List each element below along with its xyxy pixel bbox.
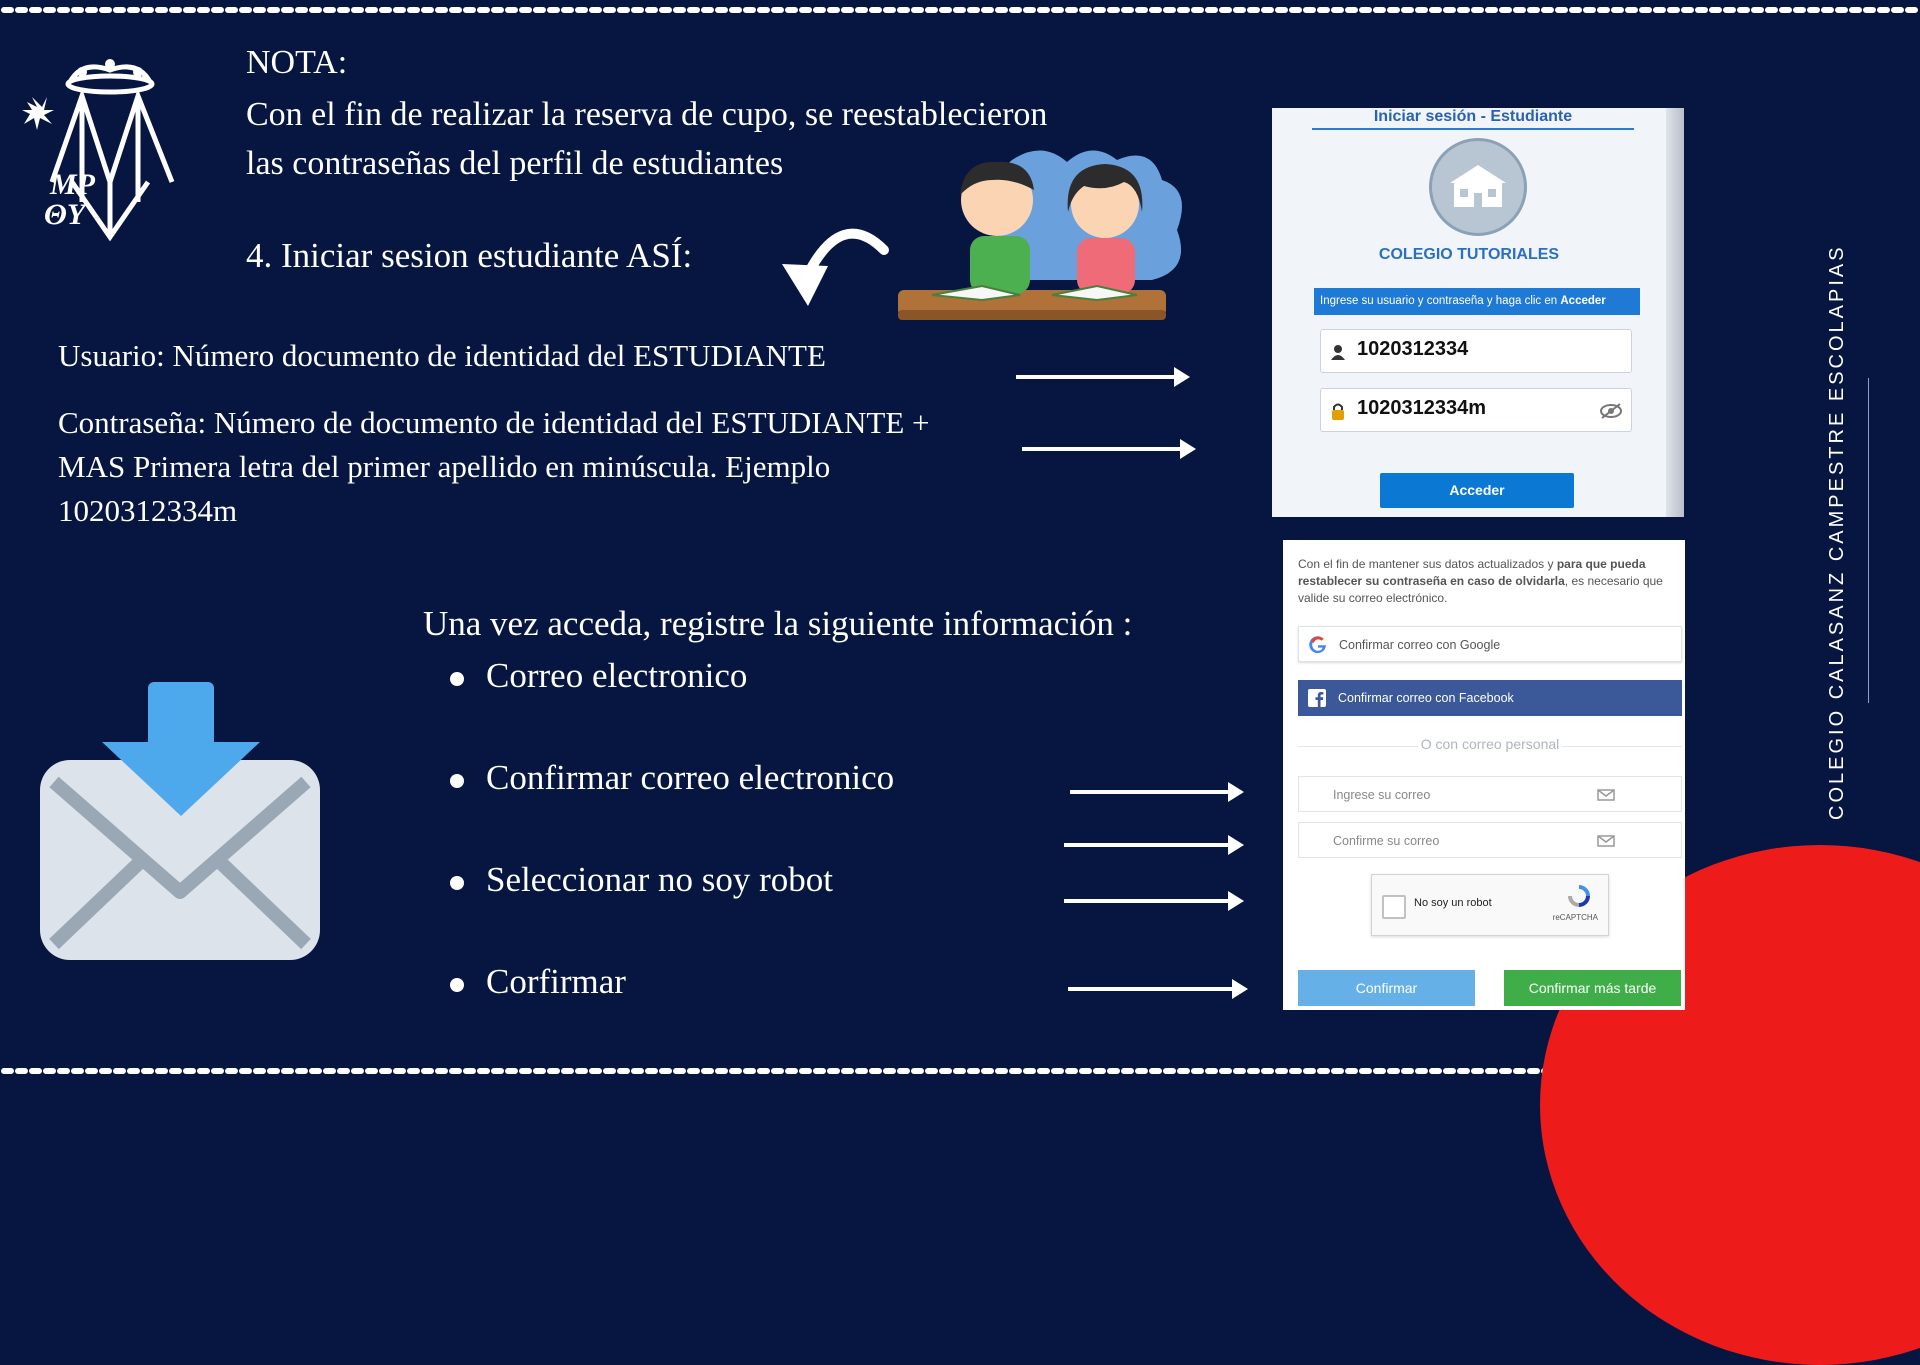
arrow-usuario — [1016, 375, 1186, 379]
password-value: 1020312334m — [1357, 397, 1487, 419]
username-field[interactable] — [1320, 329, 1632, 373]
facebook-icon — [1308, 689, 1326, 707]
google-icon — [1309, 636, 1327, 654]
confirm-button[interactable]: Confirmar — [1298, 970, 1475, 1006]
svg-text:MP: MP — [50, 168, 95, 201]
confirm-facebook-button[interactable]: Confirmar correo con Facebook — [1298, 680, 1682, 716]
eye-hidden-icon[interactable] — [1599, 403, 1623, 419]
contrasena-line-3: 1020312334m — [58, 493, 238, 528]
recaptcha-widget — [1371, 874, 1609, 936]
students-illustration — [892, 140, 1214, 332]
step-4-heading: 4. Iniciar sesion estudiante ASÍ: — [246, 236, 693, 275]
envelope-icon — [1597, 835, 1615, 847]
school-name: COLEGIO TUTORIALES — [1378, 246, 1560, 263]
login-instruction: Ingrese su usuario y contraseña y haga clic en Acceder — [1314, 288, 1640, 315]
confirm-google-button[interactable]: Confirmar correo con Google — [1298, 626, 1682, 662]
arrow-email-field — [1070, 790, 1240, 794]
register-item-confirm-email: Confirmar correo electronico — [450, 758, 894, 798]
arrow-confirm-field — [1064, 843, 1240, 847]
register-item-confirm: Corfirmar — [450, 962, 626, 1002]
arrow-captcha — [1064, 899, 1240, 903]
side-school-name: COLEGIO CALASANZ CAMPESTRE ESCOLAPIAS — [1826, 244, 1848, 820]
contrasena-instruction — [58, 401, 1018, 533]
contrasena-line-2: MAS Primera letra del primer apellido en minúscula. Ejemplo — [58, 449, 831, 484]
top-dotted-border — [0, 5, 1920, 15]
note-line-2: las contraseñas del perfil de estudiantes — [246, 145, 784, 182]
register-item-robot: Seleccionar no soy robot — [450, 860, 833, 900]
recaptcha-logo-icon — [1566, 883, 1592, 909]
arrow-contrasena — [1022, 447, 1192, 451]
password-field[interactable] — [1320, 388, 1632, 432]
acceder-button[interactable]: Acceder — [1380, 473, 1574, 508]
note-title: NOTA: — [246, 44, 348, 81]
user-icon — [1331, 344, 1345, 360]
recaptcha-label: No soy un robot — [1414, 897, 1492, 909]
or-divider: O con correo personal — [1298, 736, 1682, 752]
register-item-email: Correo electronico — [450, 656, 747, 696]
note-line-1: Con el fin de realizar la reserva de cupo, se reestablecieron — [246, 96, 1048, 133]
recaptcha-checkbox[interactable] — [1382, 895, 1406, 919]
lock-icon — [1331, 402, 1345, 420]
school-building-icon — [1429, 138, 1527, 236]
login-panel-edge — [1666, 108, 1684, 517]
usuario-instruction: Usuario: Número documento de identidad del ESTUDIANTE — [58, 338, 826, 373]
email-input[interactable]: Ingrese su correo — [1298, 776, 1682, 812]
confirm-email-input[interactable]: Confirme su correo — [1298, 822, 1682, 858]
envelope-icon — [1597, 789, 1615, 801]
confirm-later-button[interactable]: Confirmar más tarde — [1504, 970, 1681, 1006]
svg-text:ΘY: ΘY — [44, 198, 86, 231]
login-header: Iniciar sesión - Estudiante — [1312, 108, 1634, 130]
recaptcha-brand: reCAPTCHA — [1552, 913, 1598, 922]
register-heading: Una vez acceda, registre la siguiente información : — [423, 604, 1133, 643]
email-confirmation-panel — [1283, 540, 1685, 1010]
username-value: 1020312334 — [1357, 338, 1469, 360]
login-panel — [1272, 108, 1684, 517]
email-intro-text: Con el fin de mantener sus datos actualizados y para que pueda restablecer su contraseña en caso de olvidarla, es necesario que valide su correo electrónico. — [1298, 557, 1663, 605]
arrow-confirm-button — [1068, 987, 1244, 991]
school-logo — [22, 52, 198, 242]
curved-arrow-icon — [772, 214, 892, 310]
email-download-icon — [40, 682, 322, 964]
side-divider-line — [1868, 378, 1869, 703]
contrasena-line-1: Contraseña: Número de documento de identidad del ESTUDIANTE + — [58, 405, 930, 440]
